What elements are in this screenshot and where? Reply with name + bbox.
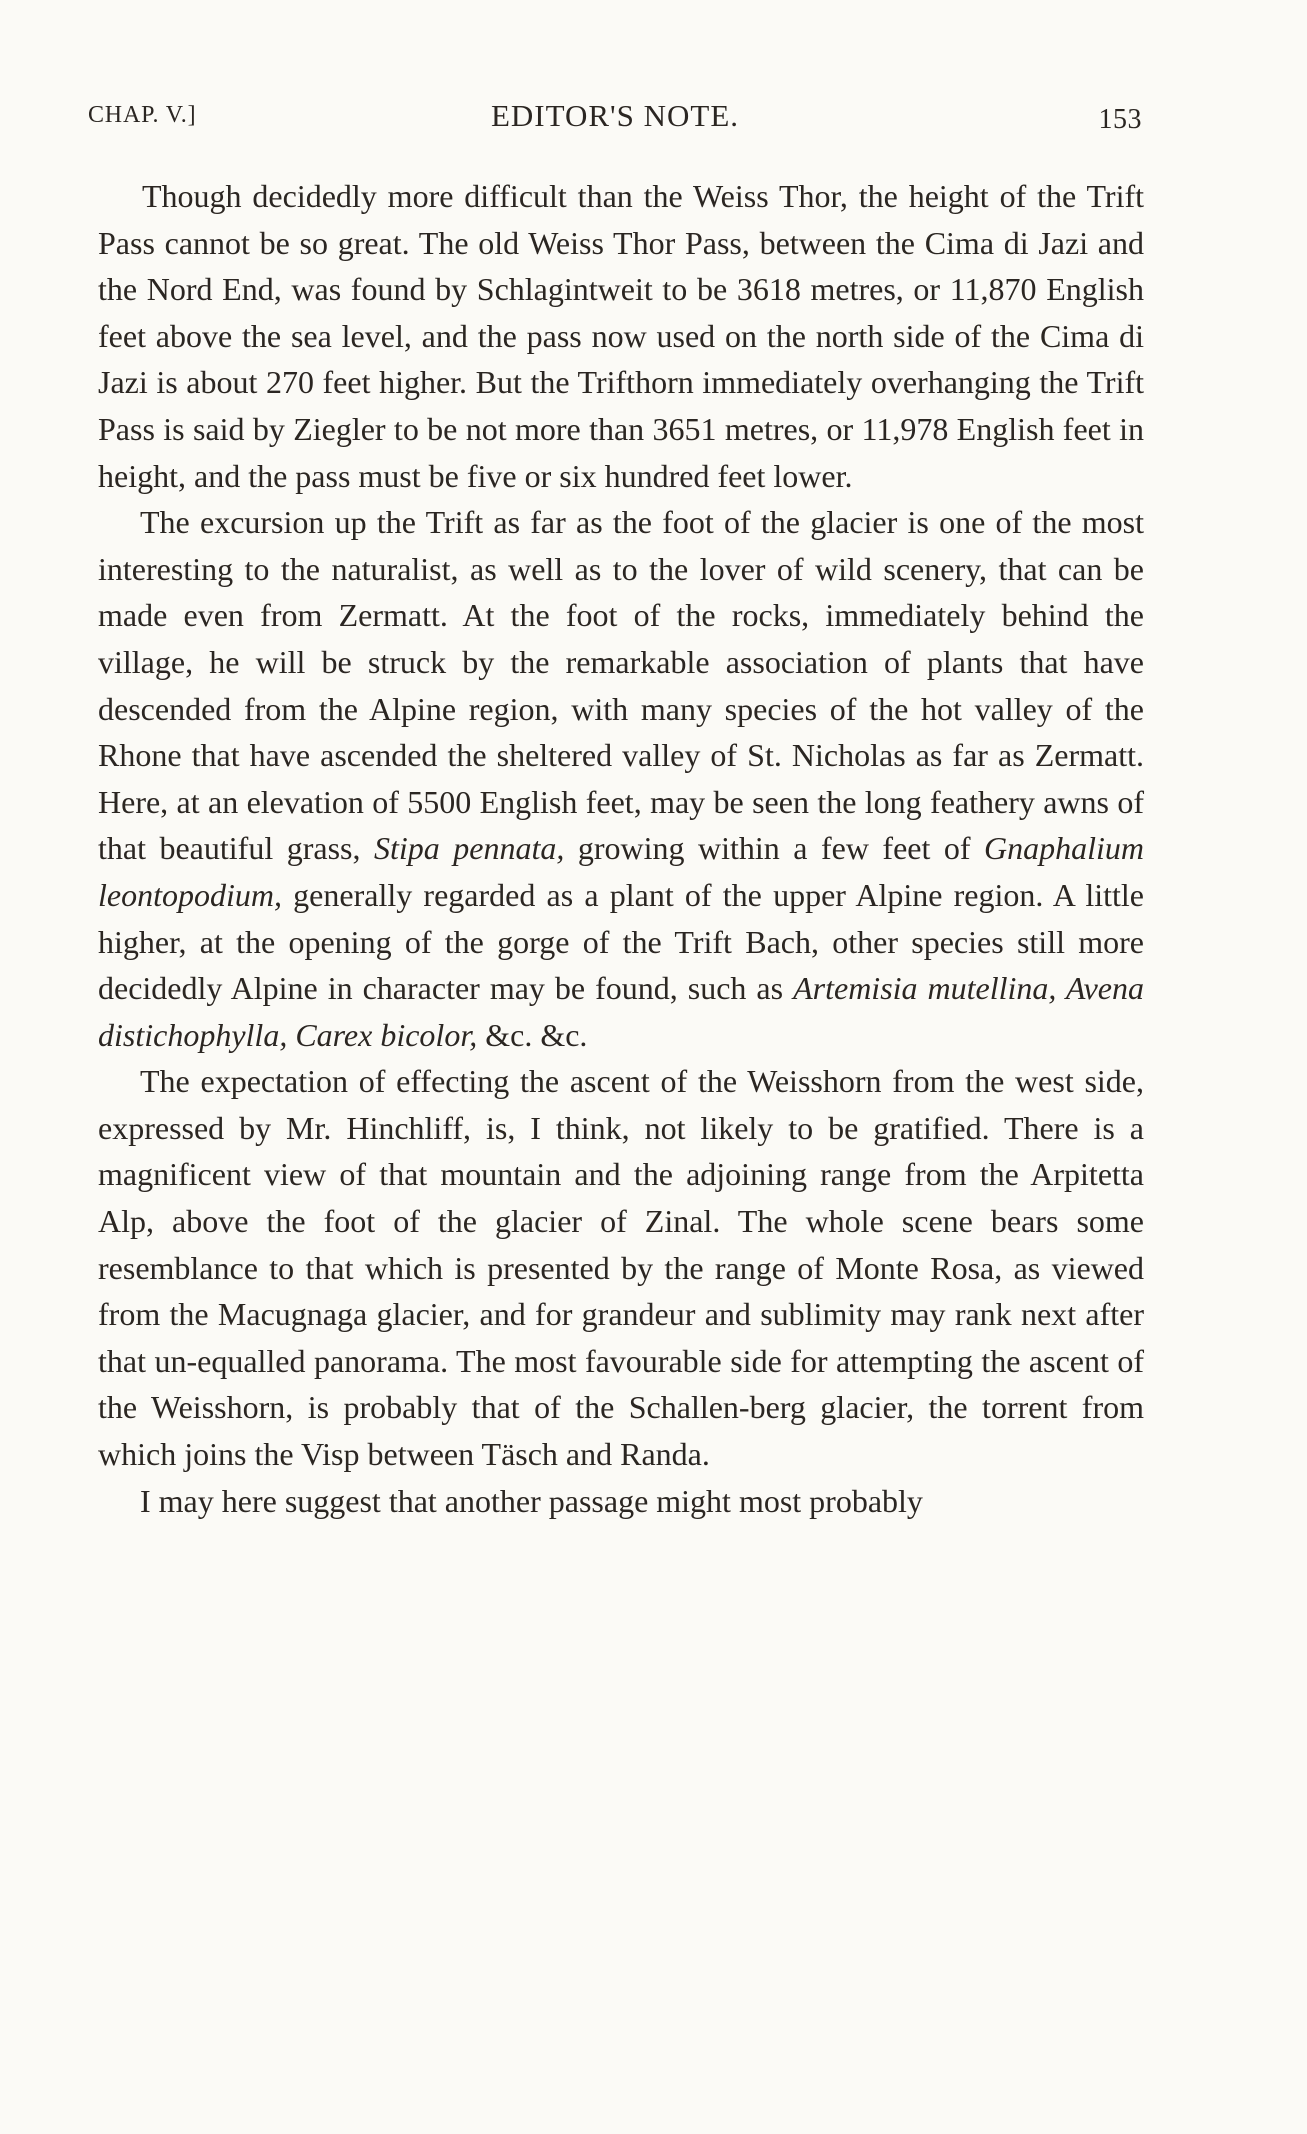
paragraph-trift-pass-height: [98, 173, 1144, 499]
paragraph-text: generally regarded as a plant of the upper Alpine region. A little higher, at the opening of the gorge of the Trift Bach, other species still more decidedly Alpine in character may be found, such as: [98, 876, 1144, 1007]
paragraph-weisshorn-ascent: [98, 1058, 1144, 1477]
paragraph-text: &c. &c.: [477, 1016, 588, 1053]
paragraph-another-passage: [98, 1478, 1144, 1525]
paragraph-text: growing within a few feet of: [564, 830, 985, 867]
paragraph-text: I may here suggest that another passage might most probably: [140, 1482, 923, 1519]
running-head: [88, 98, 1142, 138]
body-text: [98, 173, 1144, 1524]
paragraph-text: The excursion up the Trift as far as the foot of the glacier is one of the most interesting to the naturalist, as well as to the lover of wild scenery, that can be made even from Zermatt. At the foot of the rocks, immediately behind the village, he will be struck by the remarkable association of plants that have descended from the Alpine region, with many species of the hot valley of the Rhone that have ascended the sheltered valley of St. Nicholas as far as Zermatt. Here, at an elevation of 5500 English feet, may be seen the long feathery awns of that beautiful grass,: [98, 504, 1144, 867]
species-name: Artemisia mutellina, Avena distichophylla, Carex bicolor,: [98, 970, 1145, 1053]
paragraph-text: Though decidedly more difficult than the Weiss Thor, the height of the Trift Pass cannot be so great. The old Weiss Thor Pass, between the Cima di Jazi and the Nord End, was found by Schlagintweit to be 3618 metres, or 11,870 English feet above the sea level, and the pass now used on the north side of the Cima di Jazi is about 270 feet higher. But the Trifthorn immediately overhanging the Trift Pass is said by Ziegler to be not more than 3651 metres, or 11,978 English feet in height, and the pass must be five or six hundred feet lower.: [98, 178, 1144, 494]
paragraph-text: The expectation of effecting the ascent of the Weisshorn from the west side, expressed by Mr. Hinchliff, is, I think, not likely to be gratified. There is a magnificent view of that mountain and the adjoining range from the Arpitetta Alp, above the foot of the glacier of Zinal. The whole scene bears some resemblance to that which is presented by the range of Monte Rosa, as viewed from the Macugnaga glacier, and for grandeur and sublimity may rank next after that un-equalled panorama. The most favourable side for attempting the ascent of the Weisshorn, is probably that of the Schallen-berg glacier, the torrent from which joins the Visp between Täsch and Randa.: [98, 1063, 1144, 1473]
page-number: 153: [1098, 104, 1142, 135]
species-name: Stipa pennata,: [373, 830, 565, 867]
species-name: Gnaphalium leontopodium,: [98, 830, 1145, 913]
page-title: EDITOR'S NOTE.: [490, 98, 740, 133]
chapter-label: CHAP. V.]: [88, 102, 197, 128]
paragraph-trift-excursion: [98, 499, 1144, 1058]
